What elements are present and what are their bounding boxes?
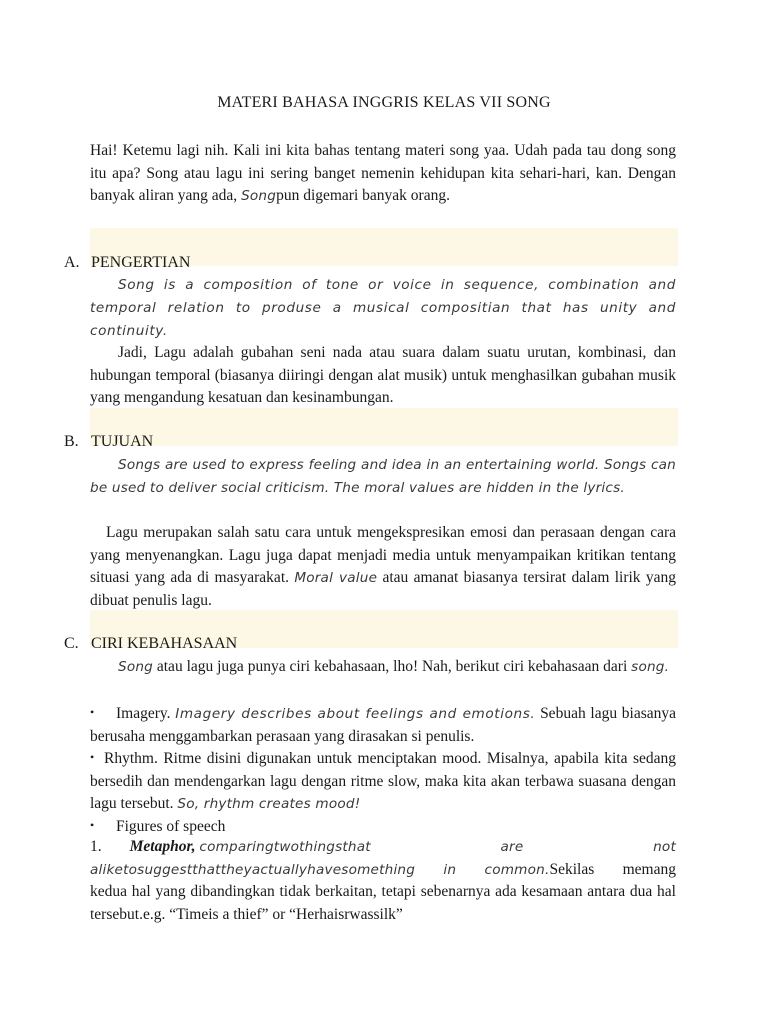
section-b-heading bbox=[64, 431, 153, 453]
metaphor-def-2: are bbox=[500, 839, 524, 855]
section-a-letter: A. bbox=[64, 254, 80, 271]
metaphor-def-4: aliketosuggestthattheyactuallyhavesomething bbox=[90, 862, 416, 878]
figures-label: Figures of speech bbox=[116, 818, 226, 835]
section-c-title: CIRI KEBAHASAAN bbox=[91, 635, 238, 652]
section-a-title: PENGERTIAN bbox=[91, 254, 191, 271]
metaphor-sekilas: Sekilas bbox=[549, 861, 595, 878]
section-c-song-end: song. bbox=[631, 659, 670, 675]
intro-paragraph bbox=[90, 140, 676, 208]
section-a-text: Jadi, Lagu adalah gubahan seni nada atau suara dalam suatu urutan, kombinasi, dan hubungan temporal (biasanya diiringi dengan alat musik) untuk menghasilkan gubahan musik yang mengandung kesatuan dan kesinambungan. bbox=[90, 344, 676, 407]
metaphor-number: 1. bbox=[90, 838, 102, 855]
rhythm-quote: So, rhythm creates mood! bbox=[177, 796, 361, 813]
section-b-text-c: atau amanat biasanya tersirat dalam lirik yang dibuat penulis lagu. bbox=[90, 569, 676, 609]
metaphor-line-1 bbox=[90, 836, 676, 858]
rhythm-item bbox=[90, 746, 676, 816]
metaphor-def-1: comparingtwothingsthat bbox=[199, 839, 371, 855]
intro-text-end: pun digemari banyak orang. bbox=[276, 187, 450, 205]
bullet-icon: • bbox=[90, 705, 95, 719]
metaphor-label: Metaphor, bbox=[129, 838, 196, 855]
metaphor-memang: memang bbox=[622, 861, 676, 878]
section-b-quote: Songs are used to express feeling and idea in an entertaining world. Songs can be used to deliver social criticism. The moral values are hidden in the lyrics. bbox=[90, 457, 676, 496]
section-b-highlight bbox=[90, 408, 678, 446]
section-a-quote: Song is a composition of tone or voice in sequence, combination and temporal relation to produse a musical compositian that has unity and continuity. bbox=[90, 277, 676, 339]
section-b-moral-value: Moral value bbox=[294, 570, 378, 587]
imagery-text: Sebuah lagu biasanya berusaha menggambarkan perasaan yang dirasakan si penulis. bbox=[90, 705, 677, 745]
intro-text: Hai! Ketemu lagi nih. Kali ini kita bahas tentang materi song yaa. Udah pada tau dong song itu apa? Song atau lagu ini sering banget nemenin kehidupan kita sehari-hari, kan. Dengan banyak aliran yang ada, bbox=[90, 142, 676, 205]
section-b-title: TUJUAN bbox=[91, 433, 154, 450]
imagery-item bbox=[90, 701, 676, 748]
section-c-song-italic: Song bbox=[118, 659, 153, 675]
section-c-heading bbox=[64, 633, 237, 655]
metaphor-line-2 bbox=[90, 859, 676, 881]
imagery-quote: Imagery describes about feelings and emotions. bbox=[175, 706, 536, 722]
section-b-text-a: Lagu merupakan salah satu cara untuk mengekspresikan emosi dan perasaan dengan cara yang menyenangkan. Lagu juga dapat menjadi media untuk menyampaikan kritikan tentang situasi yang ada di masyarakat. bbox=[90, 524, 676, 587]
imagery-label: Imagery. bbox=[116, 705, 171, 722]
section-c-intro bbox=[90, 656, 676, 679]
bullet-icon: • bbox=[90, 750, 95, 764]
section-b-text bbox=[90, 522, 676, 612]
metaphor-def-6: common. bbox=[484, 862, 550, 878]
rhythm-text: Rhythm. Ritme disini digunakan untuk menciptakan mood. Misalnya, apabila kita sedang bersedih dan mendengarkan lagu dengan ritme slow, maka kita akan terbawa suasana dengan lagu tersebut. bbox=[90, 750, 676, 813]
document-title: MATERI BAHASA INGGRIS KELAS VII SONG bbox=[217, 94, 551, 111]
intro-song-italic: Song bbox=[241, 188, 277, 205]
metaphor-def-3: not bbox=[653, 839, 676, 855]
bullet-icon: • bbox=[90, 818, 95, 832]
section-a-heading bbox=[64, 252, 190, 274]
metaphor-def-5: in bbox=[443, 862, 457, 878]
section-b-letter: B. bbox=[64, 433, 79, 450]
metaphor-text: kedua hal yang dibandingkan tidak berkaitan, tetapi sebenarnya ada kesamaan antara dua hal tersebut.e.g. “Timeis a thief” or “Herhaisrwassilk” bbox=[90, 883, 676, 923]
section-c-letter: C. bbox=[64, 635, 79, 652]
figures-item bbox=[90, 814, 225, 838]
section-c-intro-text: atau lagu juga punya ciri kebahasaan, lho! Nah, berikut ciri kebahasaan dari bbox=[153, 658, 632, 675]
